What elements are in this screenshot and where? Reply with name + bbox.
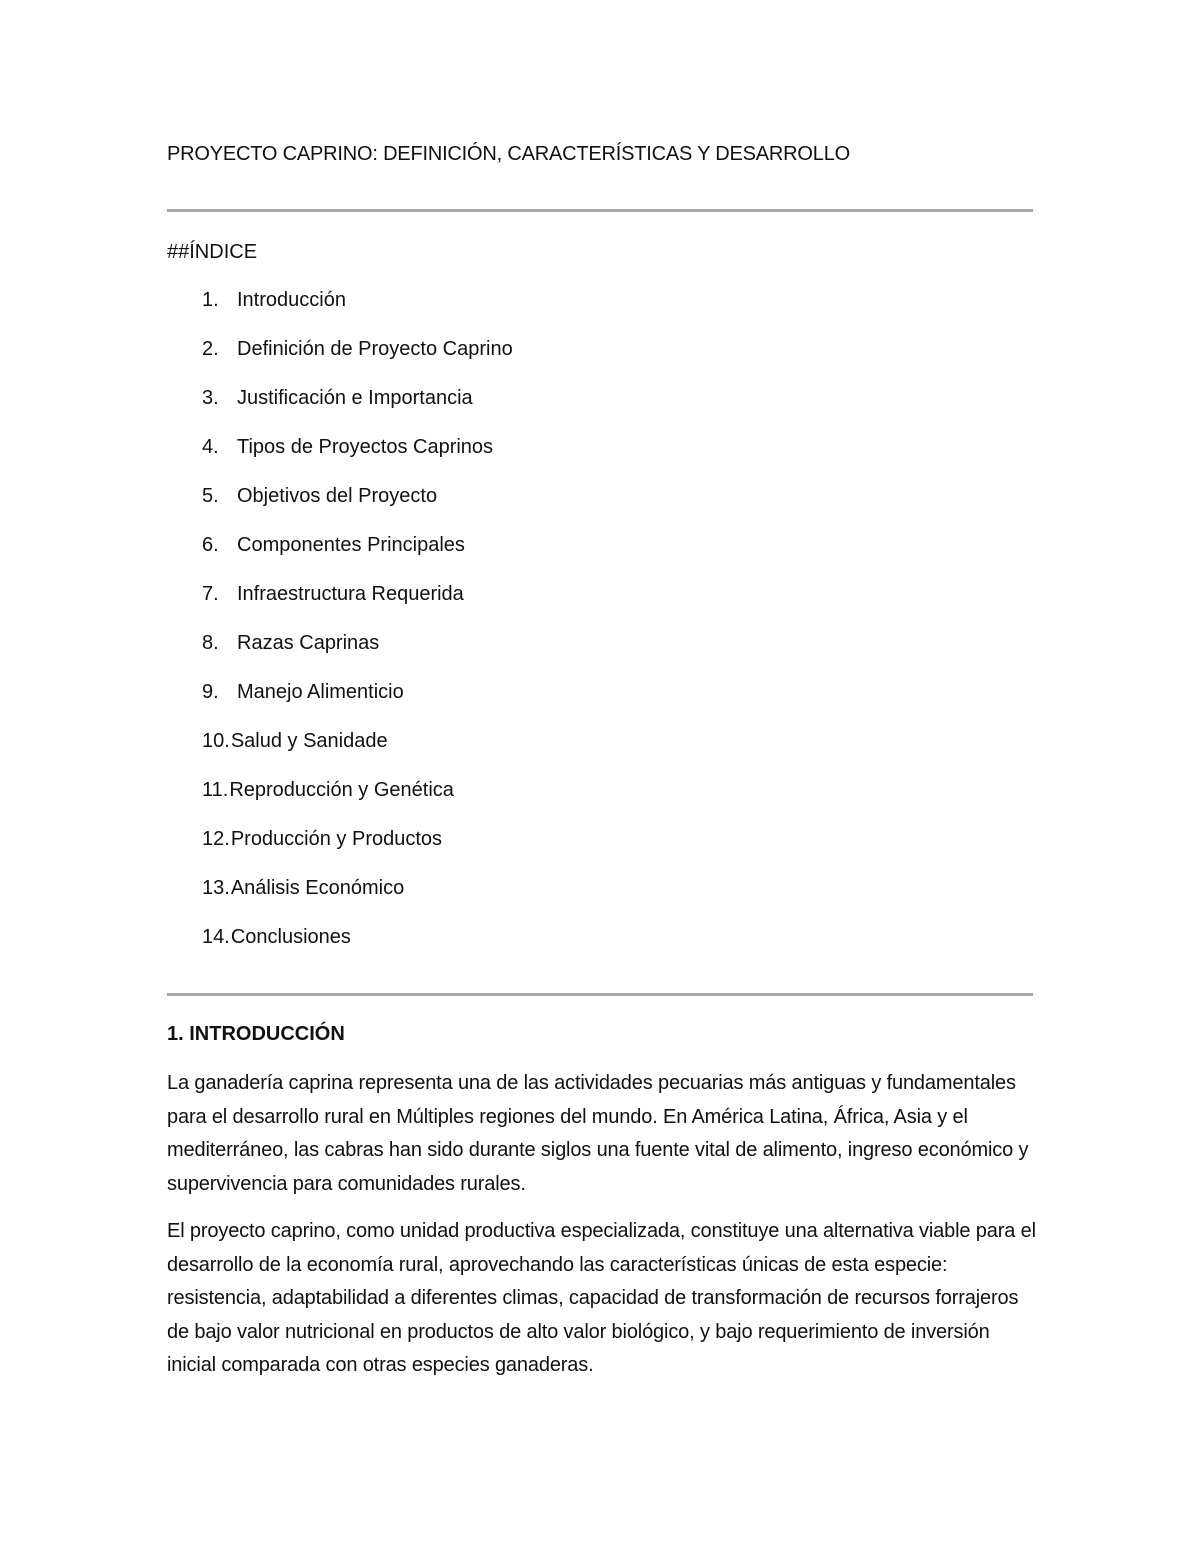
toc-item-number: 5. [202, 485, 219, 507]
toc-item-number: 1. [202, 289, 219, 311]
toc-item-number: 13. [202, 877, 230, 899]
toc-item-number: 12. [202, 828, 230, 850]
toc-item-label: Definición de Proyecto Caprino [237, 338, 513, 360]
toc-item-label: Análisis Económico [230, 877, 405, 899]
body-paragraph: El proyecto caprino, como unidad productiva especializada, constituye una alternativa viable para el desarrollo de la economía rural, aprovechando las características únicas de esta especie: resistencia, adaptabilidad a diferentes climas, capacidad de transformación de recursos forrajeros de bajo valor nutricional en productos de alto valor biológico, y bajo requerimiento de inversión inicial comparada con otras especies ganaderas. [167, 1220, 1036, 1376]
toc-item-label: Infraestructura Requerida [237, 583, 464, 605]
toc-item-label: Conclusiones [230, 926, 351, 948]
toc-item-number: 2. [202, 338, 219, 360]
toc-item-number: 7. [202, 583, 219, 605]
toc-item-number: 11. [202, 779, 229, 801]
toc-item-label: Justificación e Importancia [237, 387, 473, 409]
index-heading: ##ÍNDICE [167, 241, 258, 263]
toc-item-label: Razas Caprinas [237, 632, 380, 654]
document-title: PROYECTO CAPRINO: DEFINICIÓN, CARACTERÍSTICAS Y DESARROLLO [167, 143, 850, 165]
toc-item-label: Tipos de Proyectos Caprinos [237, 436, 494, 458]
toc-item-number: 9. [202, 681, 219, 703]
toc-item-number: 6. [202, 534, 219, 556]
body-paragraph: La ganadería caprina representa una de las actividades pecuarias más antiguas y fundamentales para el desarrollo rural en Múltiples regiones del mundo. En América Latina, África, Asia y el mediterráneo, las cabras han sido durante siglos una fuente vital de alimento, ingreso económico y supervivencia para comunidades rurales. [167, 1072, 1029, 1195]
toc-item-label: Salud y Sanidade [230, 730, 388, 752]
toc-item-number: 3. [202, 387, 219, 409]
toc-item-label: Componentes Principales [237, 534, 465, 556]
horizontal-divider [167, 209, 1033, 212]
toc-item-label: Producción y Productos [230, 828, 443, 850]
toc-item-label: Objetivos del Proyecto [237, 485, 438, 507]
toc-item-number: 8. [202, 632, 219, 654]
toc-item-number: 14. [202, 926, 230, 948]
toc-item-label: Reproducción y Genética [229, 779, 454, 801]
toc-item-number: 10. [202, 730, 230, 752]
section-heading: 1. INTRODUCCIÓN [167, 1023, 345, 1045]
horizontal-divider [167, 993, 1033, 996]
toc-item-label: Manejo Alimenticio [237, 681, 404, 703]
toc-item-label: Introducción [237, 289, 346, 311]
document-page [167, 0, 1036, 1553]
toc-item-number: 4. [202, 436, 219, 458]
